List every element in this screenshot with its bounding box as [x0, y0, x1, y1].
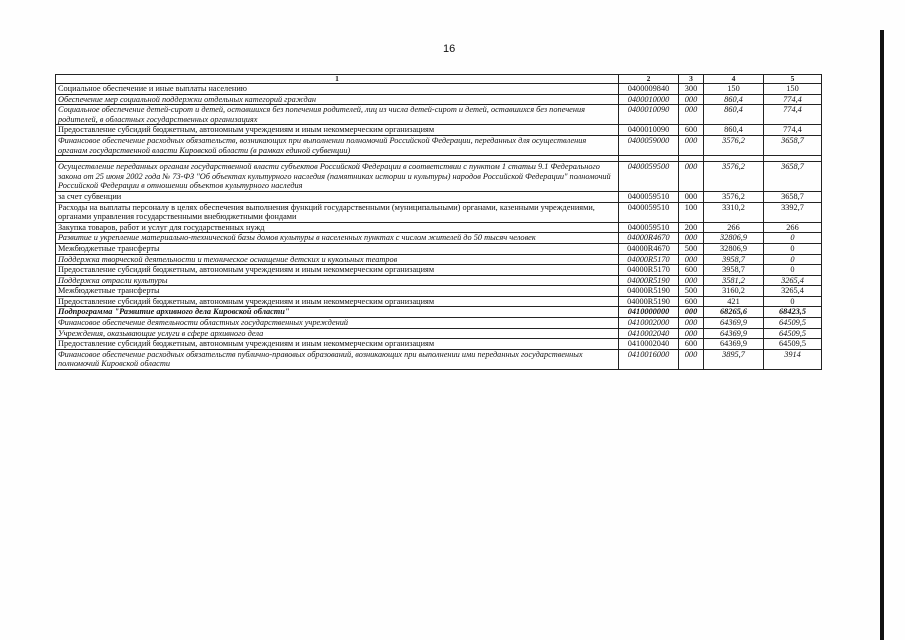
table-row — [56, 349, 822, 369]
table-row — [56, 328, 822, 339]
table-row — [56, 318, 822, 329]
row-value-2021-cell: 32806,9 — [704, 243, 764, 254]
row-code-cell: 04000R5190 — [619, 296, 679, 307]
row-code-cell: 04000R5190 — [619, 286, 679, 297]
row-name-cell: Подпрограмма "Развитие архивного дела Кировской области" — [56, 307, 619, 318]
row-code-cell: 04000R5170 — [619, 254, 679, 265]
row-type-cell: 600 — [679, 296, 704, 307]
table-row — [56, 339, 822, 350]
row-code-cell: 0400010090 — [619, 125, 679, 136]
row-type-cell: 000 — [679, 254, 704, 265]
header-cell: 5 — [764, 75, 822, 84]
row-value-2022-cell: 3265,4 — [764, 286, 822, 297]
row-value-2022-cell: 3914 — [764, 349, 822, 369]
row-value-2021-cell: 3576,2 — [704, 191, 764, 202]
row-code-cell: 0400059510 — [619, 202, 679, 222]
row-code-cell: 0400059510 — [619, 222, 679, 233]
header-cell: 4 — [704, 75, 764, 84]
row-type-cell: 600 — [679, 265, 704, 276]
table-row — [56, 191, 822, 202]
table-row — [56, 296, 822, 307]
table-row — [56, 162, 822, 192]
row-value-2021-cell: 150 — [704, 84, 764, 95]
table-row — [56, 243, 822, 254]
row-type-cell: 500 — [679, 243, 704, 254]
row-value-2022-cell: 0 — [764, 296, 822, 307]
row-value-2022-cell: 3658,7 — [764, 135, 822, 155]
row-type-cell: 000 — [679, 105, 704, 125]
row-name-cell: Закупка товаров, работ и услуг для государственных нужд — [56, 222, 619, 233]
page-edge-bar — [880, 30, 884, 640]
row-code-cell: 0410002000 — [619, 318, 679, 329]
row-name-cell: Социальное обеспечение и иные выплаты населению — [56, 84, 619, 95]
row-value-2022-cell: 774,4 — [764, 94, 822, 105]
row-type-cell: 500 — [679, 286, 704, 297]
row-code-cell: 04000R5190 — [619, 275, 679, 286]
row-name-cell: Финансовое обеспечение деятельности областных государственных учреждений — [56, 318, 619, 329]
header-cell: 1 — [56, 75, 619, 84]
row-value-2022-cell: 150 — [764, 84, 822, 95]
row-name-cell: за счет субвенции — [56, 191, 619, 202]
row-name-cell: Социальное обеспечение детей-сирот и детей, оставшихся без попечения родителей, лиц из числа детей-сирот и детей, оставшихся без попечения родителей, в областных государственных организациях — [56, 105, 619, 125]
row-name-cell: Развитие и укрепление материально-технической базы домов культуры в населенных пунктах с числом жителей до 50 тысяч человек — [56, 233, 619, 244]
row-code-cell: 0400010000 — [619, 94, 679, 105]
table-row — [56, 265, 822, 276]
header-cell: 2 — [619, 75, 679, 84]
row-value-2021-cell: 3581,2 — [704, 275, 764, 286]
row-value-2021-cell: 860,4 — [704, 105, 764, 125]
row-name-cell: Предоставление субсидий бюджетным, автономным учреждениям и иным некоммерческим организациям — [56, 265, 619, 276]
row-value-2022-cell: 0 — [764, 265, 822, 276]
row-code-cell: 04000R4670 — [619, 233, 679, 244]
row-value-2022-cell: 3265,4 — [764, 275, 822, 286]
row-code-cell: 0400009840 — [619, 84, 679, 95]
table-row — [56, 275, 822, 286]
row-name-cell: Межбюджетные трансферты — [56, 286, 619, 297]
row-value-2021-cell: 266 — [704, 222, 764, 233]
row-name-cell: Поддержка творческой деятельности и техническое оснащение детских и кукольных театров — [56, 254, 619, 265]
row-type-cell: 000 — [679, 233, 704, 244]
row-code-cell: 0410016000 — [619, 349, 679, 369]
row-value-2021-cell: 3958,7 — [704, 254, 764, 265]
row-name-cell: Поддержка отрасли культуры — [56, 275, 619, 286]
row-value-2022-cell: 3658,7 — [764, 191, 822, 202]
row-code-cell: 0410002040 — [619, 328, 679, 339]
table-row — [56, 125, 822, 136]
row-name-cell: Обеспечение мер социальной поддержки отдельных категорий граждан — [56, 94, 619, 105]
row-type-cell: 300 — [679, 84, 704, 95]
table-row — [56, 84, 822, 95]
row-value-2022-cell: 266 — [764, 222, 822, 233]
row-name-cell: Предоставление субсидий бюджетным, автономным учреждениям и иным некоммерческим организациям — [56, 296, 619, 307]
row-code-cell: 0400059510 — [619, 191, 679, 202]
table-row — [56, 202, 822, 222]
row-name-cell: Межбюджетные трансферты — [56, 243, 619, 254]
row-value-2022-cell: 0 — [764, 243, 822, 254]
row-value-2022-cell: 774,4 — [764, 105, 822, 125]
row-name-cell: Предоставление субсидий бюджетным, автономным учреждениям и иным некоммерческим организациям — [56, 339, 619, 350]
row-code-cell: 0400010090 — [619, 105, 679, 125]
row-code-cell: 0400059000 — [619, 135, 679, 155]
row-type-cell: 600 — [679, 339, 704, 350]
row-value-2021-cell: 68265,6 — [704, 307, 764, 318]
row-name-cell: Финансовое обеспечение расходных обязательств публично-правовых образований, возникающих при выполнении ими переданных государственных полномочий Кировской области — [56, 349, 619, 369]
row-code-cell: 04000R5170 — [619, 265, 679, 276]
row-name-cell: Учреждения, оказывающие услуги в сфере архивного дела — [56, 328, 619, 339]
row-value-2022-cell: 68423,5 — [764, 307, 822, 318]
header-cell: 3 — [679, 75, 704, 84]
row-value-2021-cell: 860,4 — [704, 125, 764, 136]
row-value-2022-cell: 0 — [764, 233, 822, 244]
row-type-cell: 600 — [679, 125, 704, 136]
row-value-2021-cell: 3576,2 — [704, 135, 764, 155]
row-value-2021-cell: 3576,2 — [704, 162, 764, 192]
table-row — [56, 135, 822, 155]
row-value-2021-cell: 3895,7 — [704, 349, 764, 369]
row-value-2022-cell: 64509,5 — [764, 318, 822, 329]
table-row — [56, 222, 822, 233]
row-value-2021-cell: 64369,9 — [704, 339, 764, 350]
row-value-2021-cell: 32806,9 — [704, 233, 764, 244]
row-type-cell: 000 — [679, 328, 704, 339]
table-row — [56, 94, 822, 105]
row-name-cell: Расходы на выплаты персоналу в целях обеспечения выполнения функций государственными (муниципальными) органами, казенными учреждениями, органами управления государственными внебюджетными фондами — [56, 202, 619, 222]
row-type-cell: 200 — [679, 222, 704, 233]
row-value-2021-cell: 860,4 — [704, 94, 764, 105]
budget-table — [55, 74, 822, 370]
row-type-cell: 000 — [679, 135, 704, 155]
row-name-cell: Финансовое обеспечение расходных обязательств, возникающих при выполнении полномочий Российской Федерации, переданных для осуществления органам государственной власти Кировской области (в рамках единой субвенции) — [56, 135, 619, 155]
row-type-cell: 100 — [679, 202, 704, 222]
row-code-cell: 0410002040 — [619, 339, 679, 350]
row-value-2022-cell: 0 — [764, 254, 822, 265]
row-value-2021-cell: 64369,9 — [704, 328, 764, 339]
page-number: 16 — [443, 43, 456, 55]
table-row — [56, 307, 822, 318]
row-type-cell: 000 — [679, 307, 704, 318]
table-header-row — [56, 75, 822, 84]
table-row — [56, 254, 822, 265]
row-value-2022-cell: 64509,5 — [764, 339, 822, 350]
row-value-2022-cell: 3658,7 — [764, 162, 822, 192]
row-value-2021-cell: 3160,2 — [704, 286, 764, 297]
table-row — [56, 105, 822, 125]
row-value-2022-cell: 774,4 — [764, 125, 822, 136]
row-code-cell: 0410000000 — [619, 307, 679, 318]
table-row — [56, 233, 822, 244]
row-code-cell: 0400059500 — [619, 162, 679, 192]
table-row — [56, 286, 822, 297]
row-value-2021-cell: 3310,2 — [704, 202, 764, 222]
row-value-2021-cell: 3958,7 — [704, 265, 764, 276]
row-type-cell: 000 — [679, 191, 704, 202]
row-type-cell: 000 — [679, 318, 704, 329]
row-name-cell: Осуществление переданных органам государственной власти субъектов Российской Федерации в соответствии с пунктом 1 статьи 9.1 Федерального закона от 25 июня 2002 года № 73-ФЗ "Об объектах культурного наследия (памятниках истории и культуры) народов Российской Федерации" полномочий Российской Федерации в отношении объектов культурного наследия — [56, 162, 619, 192]
row-name-cell: Предоставление субсидий бюджетным, автономным учреждениям и иным некоммерческим организациям — [56, 125, 619, 136]
row-type-cell: 000 — [679, 94, 704, 105]
row-value-2021-cell: 421 — [704, 296, 764, 307]
row-type-cell: 000 — [679, 275, 704, 286]
row-value-2022-cell: 3392,7 — [764, 202, 822, 222]
row-code-cell: 04000R4670 — [619, 243, 679, 254]
row-type-cell: 000 — [679, 349, 704, 369]
row-type-cell: 000 — [679, 162, 704, 192]
row-value-2021-cell: 64369,9 — [704, 318, 764, 329]
row-value-2022-cell: 64509,5 — [764, 328, 822, 339]
